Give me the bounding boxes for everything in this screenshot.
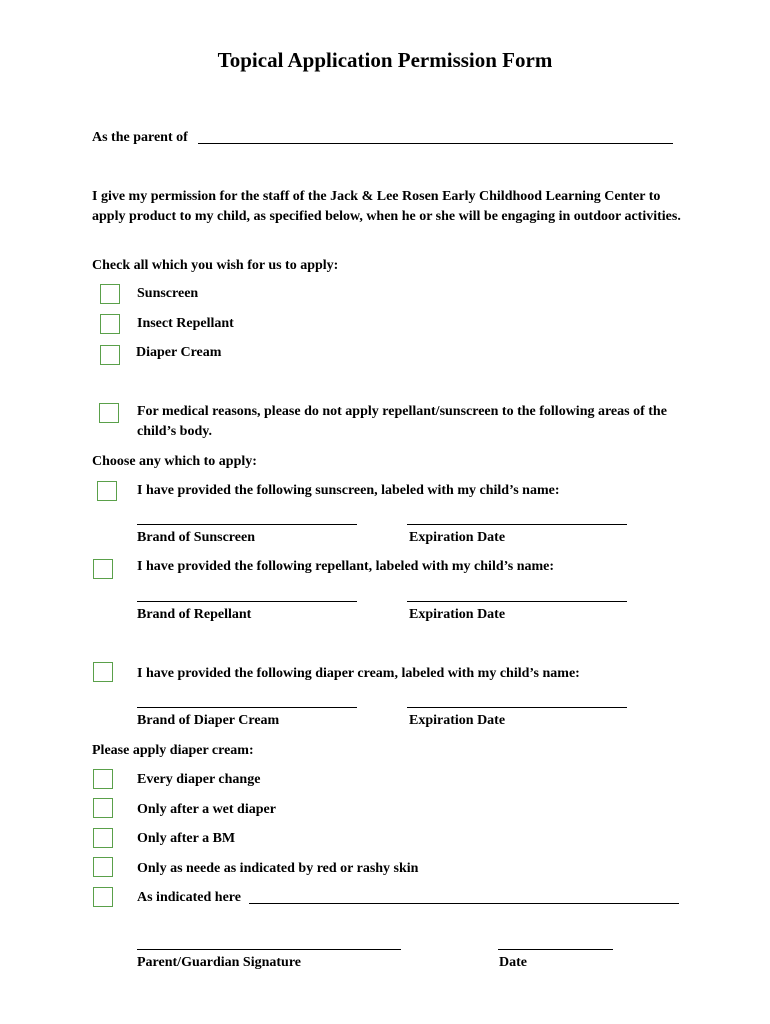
signature-label: Parent/Guardian Signature [137,955,302,970]
repellant-brand-label: Brand of Repellant [137,607,252,622]
as-indicated-label: As indicated here [137,890,241,905]
choose-heading: Choose any which to apply: [92,454,257,469]
provided-sunscreen-checkbox[interactable] [97,481,117,501]
date-line[interactable] [498,949,613,950]
after-bm-label: Only after a BM [137,831,236,846]
medical-reasons-checkbox[interactable] [99,403,119,423]
sunscreen-brand-label: Brand of Sunscreen [137,530,255,545]
sunscreen-checkbox[interactable] [100,284,120,304]
after-bm-checkbox[interactable] [93,828,113,848]
rashy-skin-checkbox[interactable] [93,857,113,877]
sunscreen-label: Sunscreen [137,286,199,301]
sunscreen-expiration-line[interactable] [407,524,627,525]
wet-diaper-checkbox[interactable] [93,798,113,818]
provided-repellant-checkbox[interactable] [93,559,113,579]
as-indicated-checkbox[interactable] [93,887,113,907]
diaper-heading: Please apply diaper cream: [92,743,254,758]
as-indicated-line[interactable] [249,903,679,904]
permission-text: I give my permission for the staff of the Jack & Lee Rosen Early Childhood Learning Center to apply product to my child, as specified below, when he or she will be engaging in outdoor activities. [92,189,681,224]
provided-diaper-cream-statement: I have provided the following diaper cream, labeled with my child’s name: [137,666,580,681]
diaper-cream-label: Diaper Cream [136,345,222,360]
every-diaper-change-label: Every diaper change [137,772,261,787]
diaper-cream-expiration-label: Expiration Date [409,713,506,728]
insect-repellant-label: Insect Repellant [137,316,234,331]
sunscreen-brand-line[interactable] [137,524,357,525]
parent-name-line[interactable] [198,143,673,144]
insect-repellant-checkbox[interactable] [100,314,120,334]
diaper-cream-brand-label: Brand of Diaper Cream [137,713,280,728]
signature-line[interactable] [137,949,401,950]
provided-repellant-statement: I have provided the following repellant, labeled with my child’s name: [137,559,555,574]
sunscreen-expiration-label: Expiration Date [409,530,506,545]
repellant-expiration-label: Expiration Date [409,607,506,622]
repellant-brand-line[interactable] [137,601,357,602]
diaper-cream-checkbox[interactable] [100,345,120,365]
provided-sunscreen-statement: I have provided the following sunscreen, labeled with my child’s name: [137,483,560,498]
rashy-skin-label: Only as neede as indicated by red or rashy skin [137,861,419,876]
medical-text: For medical reasons, please do not apply repellant/sunscreen to the following areas of the child’s body. [137,404,667,439]
diaper-cream-brand-line[interactable] [137,707,357,708]
check-heading: Check all which you wish for us to apply: [92,258,339,273]
repellant-expiration-line[interactable] [407,601,627,602]
date-label: Date [499,955,527,970]
every-diaper-change-checkbox[interactable] [93,769,113,789]
provided-diaper-cream-checkbox[interactable] [93,662,113,682]
wet-diaper-label: Only after a wet diaper [137,802,276,817]
page-title: Topical Application Permission Form [217,48,553,72]
parent-label: As the parent of [92,130,188,145]
diaper-cream-expiration-line[interactable] [407,707,627,708]
